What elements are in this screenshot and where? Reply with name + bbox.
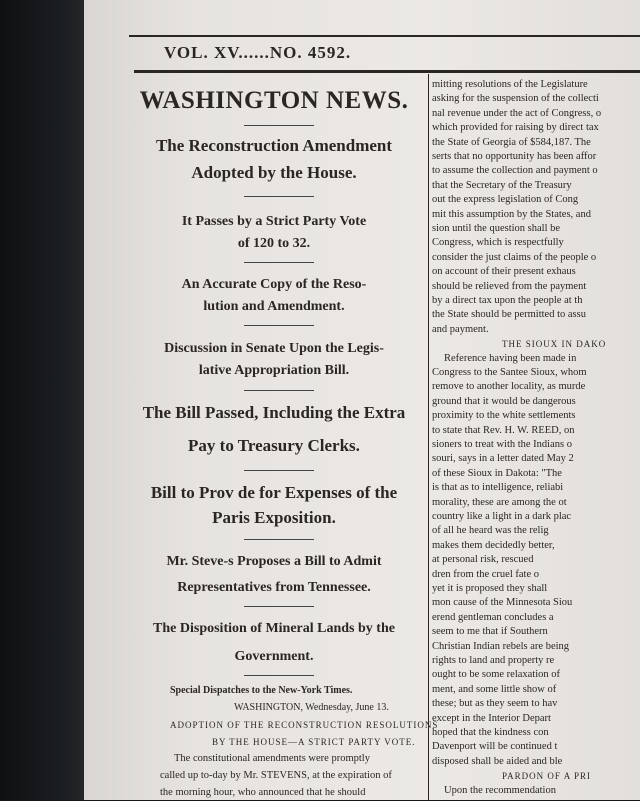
column-text-line: is that as to intelligence, reliabi: [432, 482, 564, 494]
column-text-line: sion until the question shall be: [432, 223, 561, 234]
column-text-line: proximity to the white settlements: [432, 410, 576, 422]
section-heading-pardon: PARDON OF A PRI: [502, 771, 591, 782]
masthead-rule-bottom: [134, 70, 640, 73]
deck-5-line-1: The Bill Passed, Including the Extra: [142, 403, 406, 422]
separator: [244, 325, 314, 326]
separator: [244, 125, 314, 126]
column-text-line: that the Secretary of the Treasury: [432, 179, 572, 191]
column-text-line: dren from the cruel fate o: [432, 568, 539, 580]
column-text-line: ment, and some little show of: [432, 683, 557, 695]
column-text-line: should be relieved from the payment: [432, 280, 587, 292]
deck-8-line-1: The Disposition of Mineral Lands by the: [153, 621, 395, 636]
masthead-rule-top: [129, 35, 640, 37]
column-text-line: remove to another locality, as murde: [432, 381, 586, 393]
column-text-line: makes them decidedly better,: [432, 539, 555, 551]
deck-3-line-2: lution and Amendment.: [203, 299, 345, 314]
dispatch-line: the morning hour, who announced that he should: [160, 787, 366, 798]
column-text-line: nal revenue under the act of Congress, o: [432, 107, 602, 119]
dispatch-credit: Special Dispatches to the New-York Times.: [170, 685, 353, 696]
column-text-line: Davenport will be continued t: [432, 741, 558, 753]
column-text-line: Christian Indian rebels are being: [432, 640, 570, 652]
separator: [244, 470, 314, 471]
deck-4-line-1: Discussion in Senate Upon the Legis-: [164, 341, 384, 356]
deck-1-line-2: Adopted by the House.: [191, 163, 357, 182]
column-text-line: disposed shall be aided and ble: [432, 755, 563, 767]
section-heading-sioux: THE SIOUX IN DAKO: [502, 339, 607, 350]
column-text-line: erend gentleman concludes a: [432, 611, 554, 623]
deck-8-line-2: Government.: [234, 649, 314, 664]
column-text-line: Congress to the Santee Sioux, whom: [432, 367, 587, 378]
separator: [244, 196, 314, 197]
deck-1-line-1: The Reconstruction Amendment: [155, 136, 393, 155]
column-text-line: of all he heard was the relig: [432, 525, 549, 537]
column-text-line: rights to land and property re: [432, 655, 555, 666]
column-text-line: these; but as they seem to hav: [432, 698, 558, 710]
deck-7-line-1: Mr. Steve-s Proposes a Bill to Admit: [166, 554, 382, 569]
background-shadow: [0, 0, 95, 800]
deck-2-line-2: of 120 to 32.: [237, 236, 311, 251]
column-text-line: ought to be some relaxation of: [432, 669, 561, 681]
separator: [244, 390, 314, 391]
deck-6-line-2: Paris Exposition.: [212, 508, 336, 527]
volume-number: VOL. XV......NO. 4592.: [164, 43, 352, 62]
separator: [244, 262, 314, 263]
column-text-line: hoped that the kindness con: [432, 727, 549, 738]
separator: [244, 606, 314, 607]
column-text-line: the State should be permitted to assu: [432, 309, 586, 321]
column-text-line: out the express legislation of Cong: [432, 194, 579, 206]
column-text-line: souri, says in a letter dated May 2: [432, 453, 574, 465]
column-text-line: at personal risk, rescued: [432, 554, 534, 566]
column-text-line: of these Sioux in Dakota: "The: [432, 467, 562, 479]
separator: [244, 675, 314, 676]
column-text-line: by a direct tax upon the people at th: [432, 295, 583, 306]
column-text-line: Reference having been made in: [444, 352, 577, 364]
column-text-line: which provided for raising by direct tax: [432, 122, 599, 134]
column-text-line: Congress, which is respectfully: [432, 237, 564, 249]
dispatch-subhead-2: BY THE HOUSE—A STRICT PARTY VOTE.: [212, 737, 416, 747]
column-text-line: the State of Georgia of $584,187. The: [432, 136, 591, 148]
column-text-line: to state that Rev. H. W. REED, on: [432, 424, 575, 436]
column-text-line: to assume the collection and payment o: [432, 165, 598, 177]
dispatch-line: called up to-day by Mr. STEVENS, at the expiration of: [160, 770, 392, 781]
column-text-line: asking for the suspension of the collecti: [432, 93, 599, 105]
column-text-line: and payment.: [432, 323, 489, 335]
column-text-line: serts that no opportunity has been affor: [432, 151, 597, 162]
dispatch-dateline: WASHINGTON, Wednesday, June 13.: [234, 702, 389, 713]
column-text-line: ground that it would be dangerous: [432, 395, 576, 407]
column-text-line: Upon the recommendation: [444, 784, 556, 796]
column-text-line: except in the Interior Depart: [432, 712, 551, 724]
column-text-line: mit this assumption by the States, and: [432, 208, 591, 220]
column-text-line: mitting resolutions of the Legislature: [432, 79, 588, 90]
deck-6-line-1: Bill to Prov de for Expenses of the: [150, 483, 398, 502]
separator: [244, 539, 314, 540]
column-text-line: country like a light in a dark plac: [432, 511, 572, 522]
column-text-line: consider the just claims of the people o: [432, 251, 597, 263]
column-text-line: sioners to treat with the Indians o: [432, 439, 572, 450]
deck-3-line-1: An Accurate Copy of the Reso-: [181, 277, 367, 292]
column-rule: [428, 74, 429, 800]
main-headline: WASHINGTON NEWS.: [139, 87, 409, 114]
deck-4-line-2: lative Appropriation Bill.: [198, 363, 350, 378]
dispatch-subhead-1: ADOPTION OF THE RECONSTRUCTION RESOLUTIONS: [170, 720, 439, 730]
deck-7-line-2: Representatives from Tennessee.: [177, 580, 371, 595]
column-text-line: seem to me that if Southern: [432, 626, 548, 638]
deck-2-line-1: It Passes by a Strict Party Vote: [181, 214, 367, 229]
column-text-line: morality, these are among the ot: [432, 496, 567, 508]
column-text-line: mon cause of the Minnesota Siou: [432, 597, 573, 609]
newspaper-page: [84, 0, 640, 800]
deck-5-line-2: Pay to Treasury Clerks.: [188, 436, 360, 455]
column-text-line: on account of their present exhaus: [432, 266, 576, 278]
column-text-line: yet it is proposed they shall: [432, 583, 548, 594]
dispatch-line: The constitutional amendments were promptly: [174, 753, 370, 764]
